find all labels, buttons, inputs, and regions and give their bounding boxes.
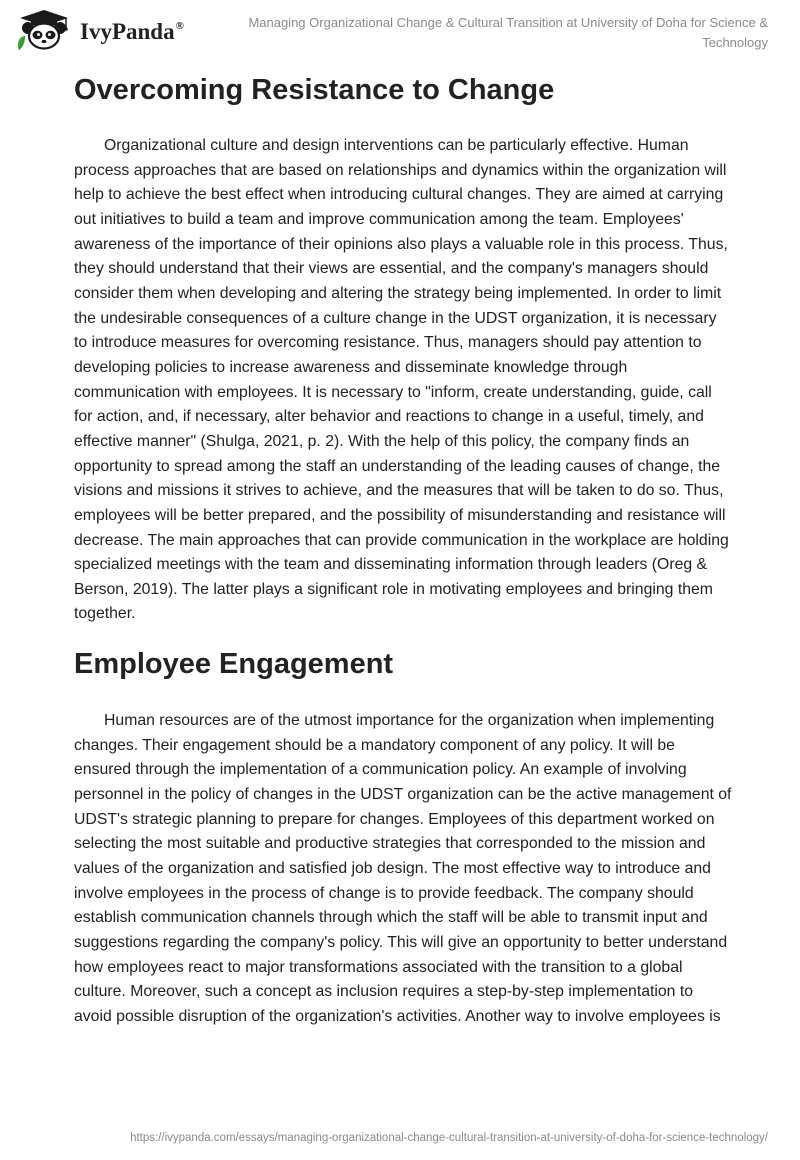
ivypanda-logo[interactable] bbox=[14, 8, 194, 52]
section-heading: Employee Engagement bbox=[74, 648, 394, 681]
page-header bbox=[0, 0, 800, 60]
document-title: Managing Organizational Change & Cultural Transition at University of Doha for Science & Technology bbox=[248, 15, 768, 50]
section-overcoming-resistance bbox=[74, 70, 734, 627]
panda-graduate-icon bbox=[14, 8, 74, 52]
section-paragraph: Human resources are of the utmost importance for the organization when implementing changes. Their engagement should be a mandatory component of any policy. It will be ensured through the implementation of a communication policy. An example of involving personnel in the policy of changes in the UDST organization can be the active management of UDST's strategic planning to prepare for changes. Employees of this department worked on selecting the most suitable and productive strategies that corresponded to the mission and values of the organization and satisfied job design. The most effective way to introduce and involve employees in the process of change is to provide feedback. The company should establish communication channels through which the staff will be able to transmit input and suggestions regarding the company's policy. This will give an opportunity to better understand how employees react to major transformations associated with the transition to a global culture. Moreover, such a concept as inclusion requires a step-by-step implementation to avoid possible disruption of the organization's activities. Another way to involve employees is bbox=[74, 712, 732, 1025]
source-url[interactable]: https://ivypanda.com/essays/managing-organizational-change-cultural-transition-at-university-of-doha-for-science-technology/ bbox=[130, 1132, 768, 1144]
section-paragraph: Organizational culture and design interventions can be particularly effective. Human process approaches that are based on relationships and dynamics within the organization will help to achieve the best effect when introducing cultural changes. They are aimed at carrying out initiatives to build a team and improve communication among the team. Employees' awareness of the importance of their opinions also plays a valuable role in this process. Thus, they should understand that their views are essential, and the company's managers should consider them when developing and altering the strategy being implemented. In order to limit the undesirable consequences of a culture change in the UDST organization, it is necessary to introduce measures for overcoming resistance. Thus, managers should pay attention to developing policies to increase awareness and disseminate knowledge through communication with employees. It is necessary to "inform, create understanding, guide, call for action, and, if necessary, alter behavior and reactions to change in a useful, timely, and effective manner" (Shulga, 2021, p. 2). With the help of this policy, the company finds an opportunity to spread among the staff an understanding of the leading causes of change, the visions and missions it strives to achieve, and the measures that will be taken to do so. Thus, employees will be better prepared, and the possibility of misunderstanding and resistance will decrease. The main approaches that can provide communication in the workplace are holding specialized meetings with the team and disseminating information through leaders (Oreg & Berson, 2019). The latter plays a significant role in motivating employees and bringing them together. bbox=[74, 137, 729, 623]
essay-body bbox=[74, 70, 734, 1030]
section-employee-engagement bbox=[74, 644, 734, 1030]
logo-wordmark: IvyPanda® bbox=[80, 19, 184, 44]
section-heading: Overcoming Resistance to Change bbox=[74, 74, 555, 106]
